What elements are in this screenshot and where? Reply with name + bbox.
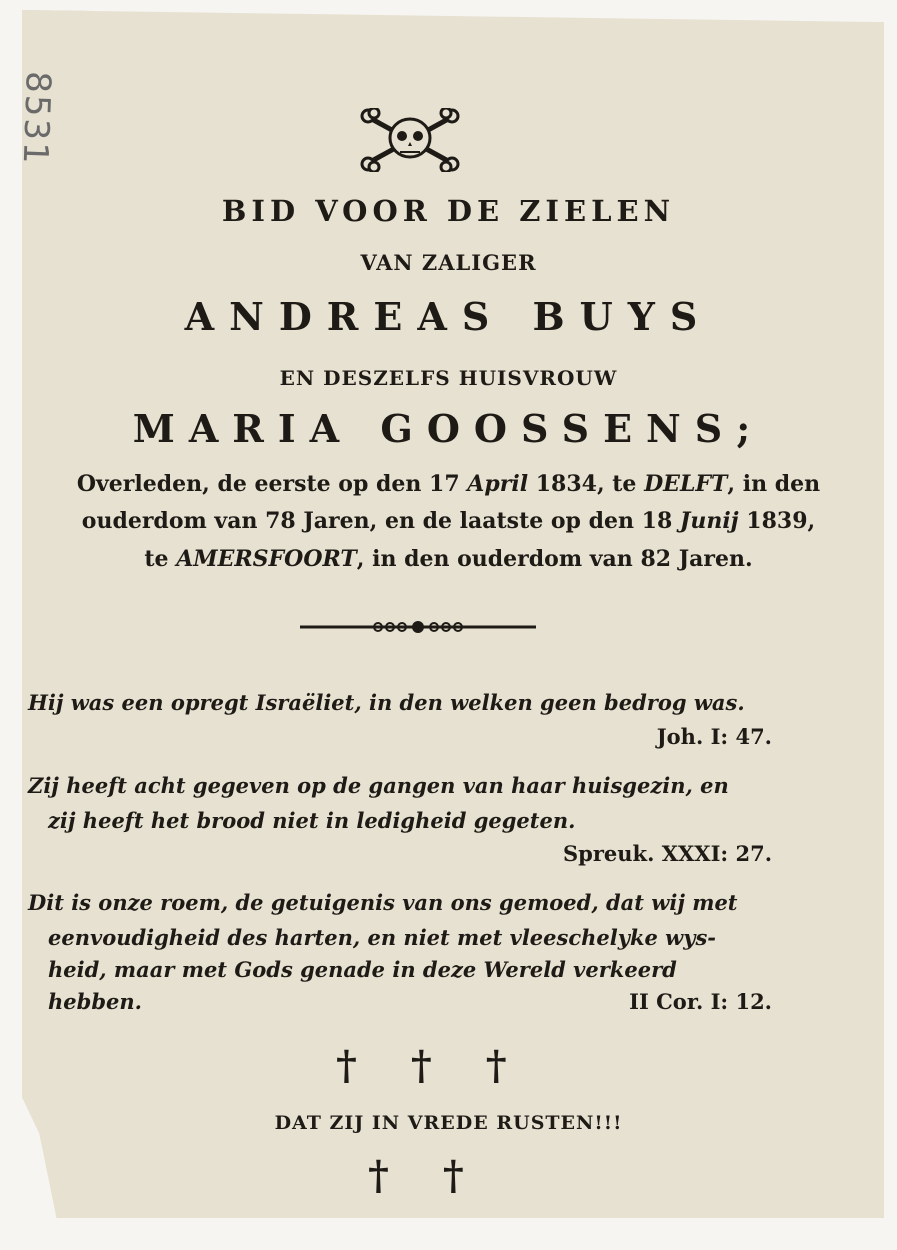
closing-line: DAT ZIJ IN VREDE RUSTEN!!!	[274, 1112, 623, 1134]
memorial-card	[22, 10, 884, 1218]
inventory-number: 8531	[14, 70, 59, 167]
skull-crossbones-icon	[358, 108, 462, 172]
deceased-name-2: MARIA GOOSSENS;	[132, 406, 765, 451]
quote-3-line-2: eenvoudigheid des harten, en niet met vleeschelyke wys-	[48, 925, 716, 950]
quote-3-reference: II Cor. I: 12.	[629, 989, 772, 1014]
quote-3-line-3: heid, maar met Gods genade in deze Wereld verkeerd	[48, 957, 677, 982]
heading-line2: VAN ZALIGER	[360, 250, 537, 275]
heading-line3: EN DESZELFS HUISVROUW	[279, 366, 618, 390]
crosses-bottom: † †	[368, 1152, 484, 1199]
quote-2-line-2: zij heeft het brood niet in ledigheid gegeten.	[48, 808, 576, 833]
details-line1: Overleden, de eerste op den 17 April 1834, te DELFT, in den	[76, 471, 821, 497]
crosses-top: † † †	[336, 1042, 527, 1089]
quote-1-reference: Joh. I: 47.	[656, 724, 772, 749]
quote-3-line-1: Dit is onze roem, de getuigenis van ons gemoed, dat wij met	[28, 890, 738, 915]
quote-2-reference: Spreuk. XXXI: 27.	[562, 841, 772, 866]
quote-2-line-1: Zij heeft acht gegeven op de gangen van haar huisgezin, en	[28, 773, 729, 798]
details-line3: te AMERSFOORT, in den ouderdom van 82 Jaren.	[144, 546, 753, 572]
ornament-divider	[298, 620, 538, 634]
details-line2: ouderdom van 78 Jaren, en de laatste op den 18 Junij 1839,	[81, 508, 816, 534]
quote-1-line-1: Hij was een opregt Israëliet, in den welken geen bedrog was.	[28, 690, 745, 715]
deceased-name-1: ANDREAS BUYS	[184, 294, 713, 339]
quote-3-line-4: hebben.	[48, 989, 142, 1014]
heading-line1: BID VOOR DE ZIELEN	[221, 194, 676, 228]
